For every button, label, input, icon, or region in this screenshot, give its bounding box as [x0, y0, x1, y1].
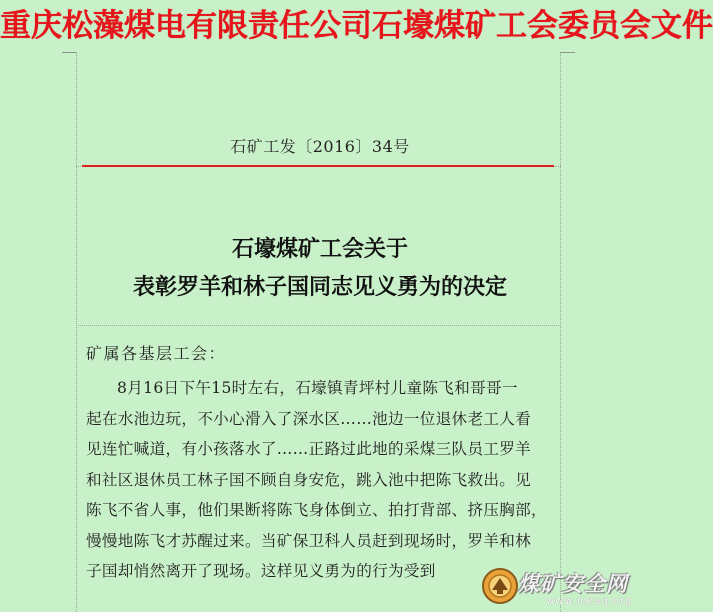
- mine-safety-logo-icon: [480, 566, 520, 606]
- document-number: 石矿工发〔2016〕34号: [230, 137, 410, 156]
- body-line: 和社区退休员工林子国不顾自身安危，跳入池中把陈飞救出。见: [86, 470, 532, 489]
- margin-guide-top-left: [62, 52, 76, 53]
- margin-guide-top-right: [561, 52, 575, 53]
- organization-header-title: 重庆松藻煤电有限责任公司石壕煤矿工会委员会文件: [0, 8, 713, 43]
- body-line: 见连忙喊道，有小孩落水了……正路过此地的采煤三队员工罗羊: [86, 440, 532, 458]
- salutation: 矿属各基层工会：: [86, 344, 227, 363]
- red-separator-rule: [82, 165, 554, 167]
- site-watermark: [480, 566, 640, 612]
- body-paragraph: [86, 373, 556, 587]
- body-line: 子国却悄然离开了现场。这样见义勇为的行为受到: [86, 562, 436, 580]
- decision-title-line-1: 石壕煤矿工会关于: [231, 237, 408, 262]
- watermark-site-name: 煤矿安全网: [518, 572, 628, 596]
- body-line: 8月16日下午15时左右，石壕镇青坪村儿童陈飞和哥哥一: [117, 379, 518, 397]
- watermark-url: www.mkaq.org: [546, 596, 633, 607]
- decision-title-line-2: 表彰罗羊和林子国同志见义勇为的决定: [132, 275, 507, 300]
- body-line: 慢慢地陈飞才苏醒过来。当矿保卫科人员赶到现场时，罗羊和林: [86, 531, 532, 550]
- margin-guide-body: [76, 325, 561, 326]
- body-line: 起在水池边玩，不小心滑入了深水区……池边一位退休老工人看: [86, 409, 532, 428]
- body-line: 陈飞不省人事，他们果断将陈飞身体倒立、拍打背部、挤压胸部，: [86, 501, 547, 519]
